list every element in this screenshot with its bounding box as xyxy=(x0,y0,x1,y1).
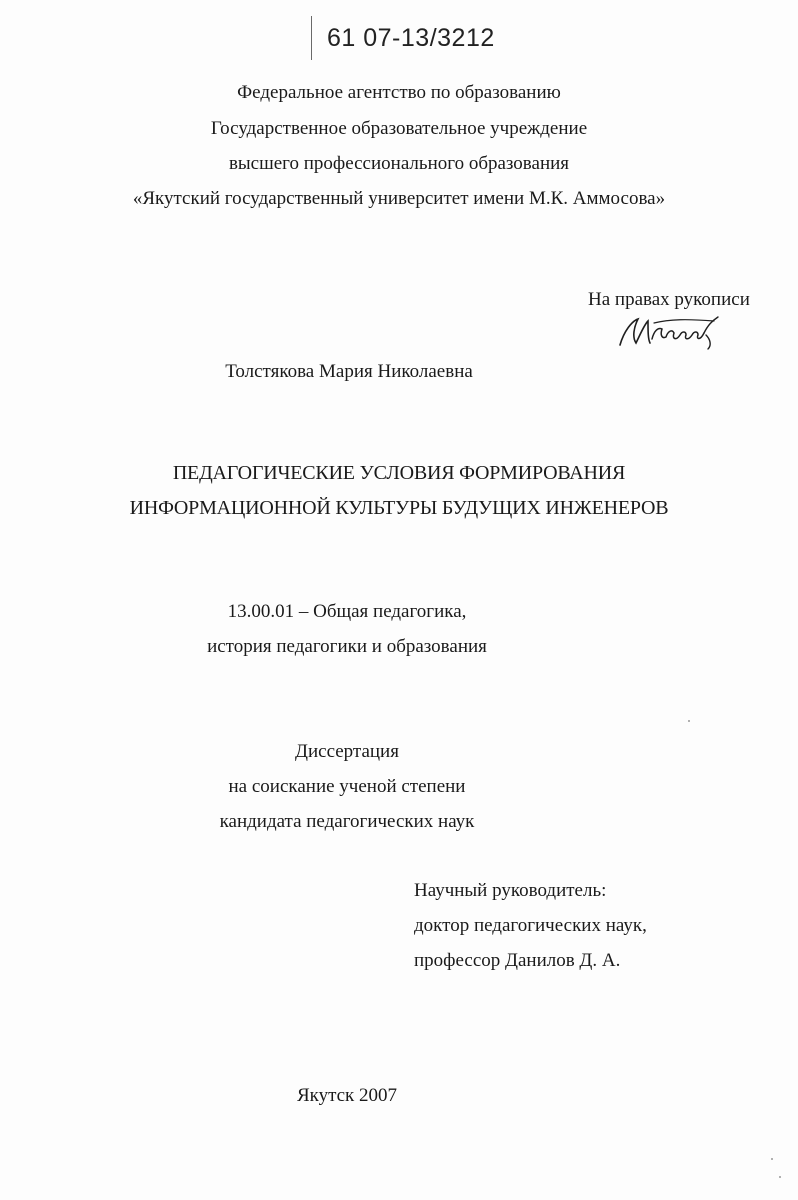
archive-stamp: 61 07-13/3212 xyxy=(327,24,495,52)
supervisor-line-1: Научный руководитель: xyxy=(414,880,607,901)
specialty-line-2: история педагогики и образования xyxy=(207,636,487,657)
scan-speck xyxy=(779,1176,781,1178)
author-name: Толстякова Мария Николаевна xyxy=(225,361,473,382)
thesis-title-line-1: ПЕДАГОГИЧЕСКИЕ УСЛОВИЯ ФОРМИРОВАНИЯ xyxy=(172,462,626,484)
organization-line-2: Государственное образовательное учреждение xyxy=(210,118,588,139)
supervisor-line-3: профессор Данилов Д. А. xyxy=(414,950,621,971)
signature-image xyxy=(614,309,724,351)
organization-line-3: высшего профессионального образования xyxy=(228,153,570,174)
scan-speck xyxy=(771,1158,773,1160)
manuscript-rights-label: На правах рукописи xyxy=(588,289,750,310)
specialty-line-1: 13.00.01 – Общая педагогика, xyxy=(227,601,467,622)
organization-line-1: Федеральное агентство по образованию xyxy=(237,82,561,103)
place-and-year: Якутск 2007 xyxy=(296,1085,398,1106)
degree-line-2: на соискание ученой степени xyxy=(228,776,466,797)
stamp-divider xyxy=(311,16,312,60)
supervisor-line-2: доктор педагогических наук, xyxy=(414,915,647,936)
scan-speck xyxy=(688,720,690,722)
organization-line-4: «Якутский государственный университет имени М.К. Аммосова» xyxy=(132,188,666,209)
degree-line-1: Диссертация xyxy=(295,741,399,762)
degree-line-3: кандидата педагогических наук xyxy=(219,811,475,832)
thesis-title-line-2: ИНФОРМАЦИОННОЙ КУЛЬТУРЫ БУДУЩИХ ИНЖЕНЕРОВ xyxy=(129,497,669,519)
